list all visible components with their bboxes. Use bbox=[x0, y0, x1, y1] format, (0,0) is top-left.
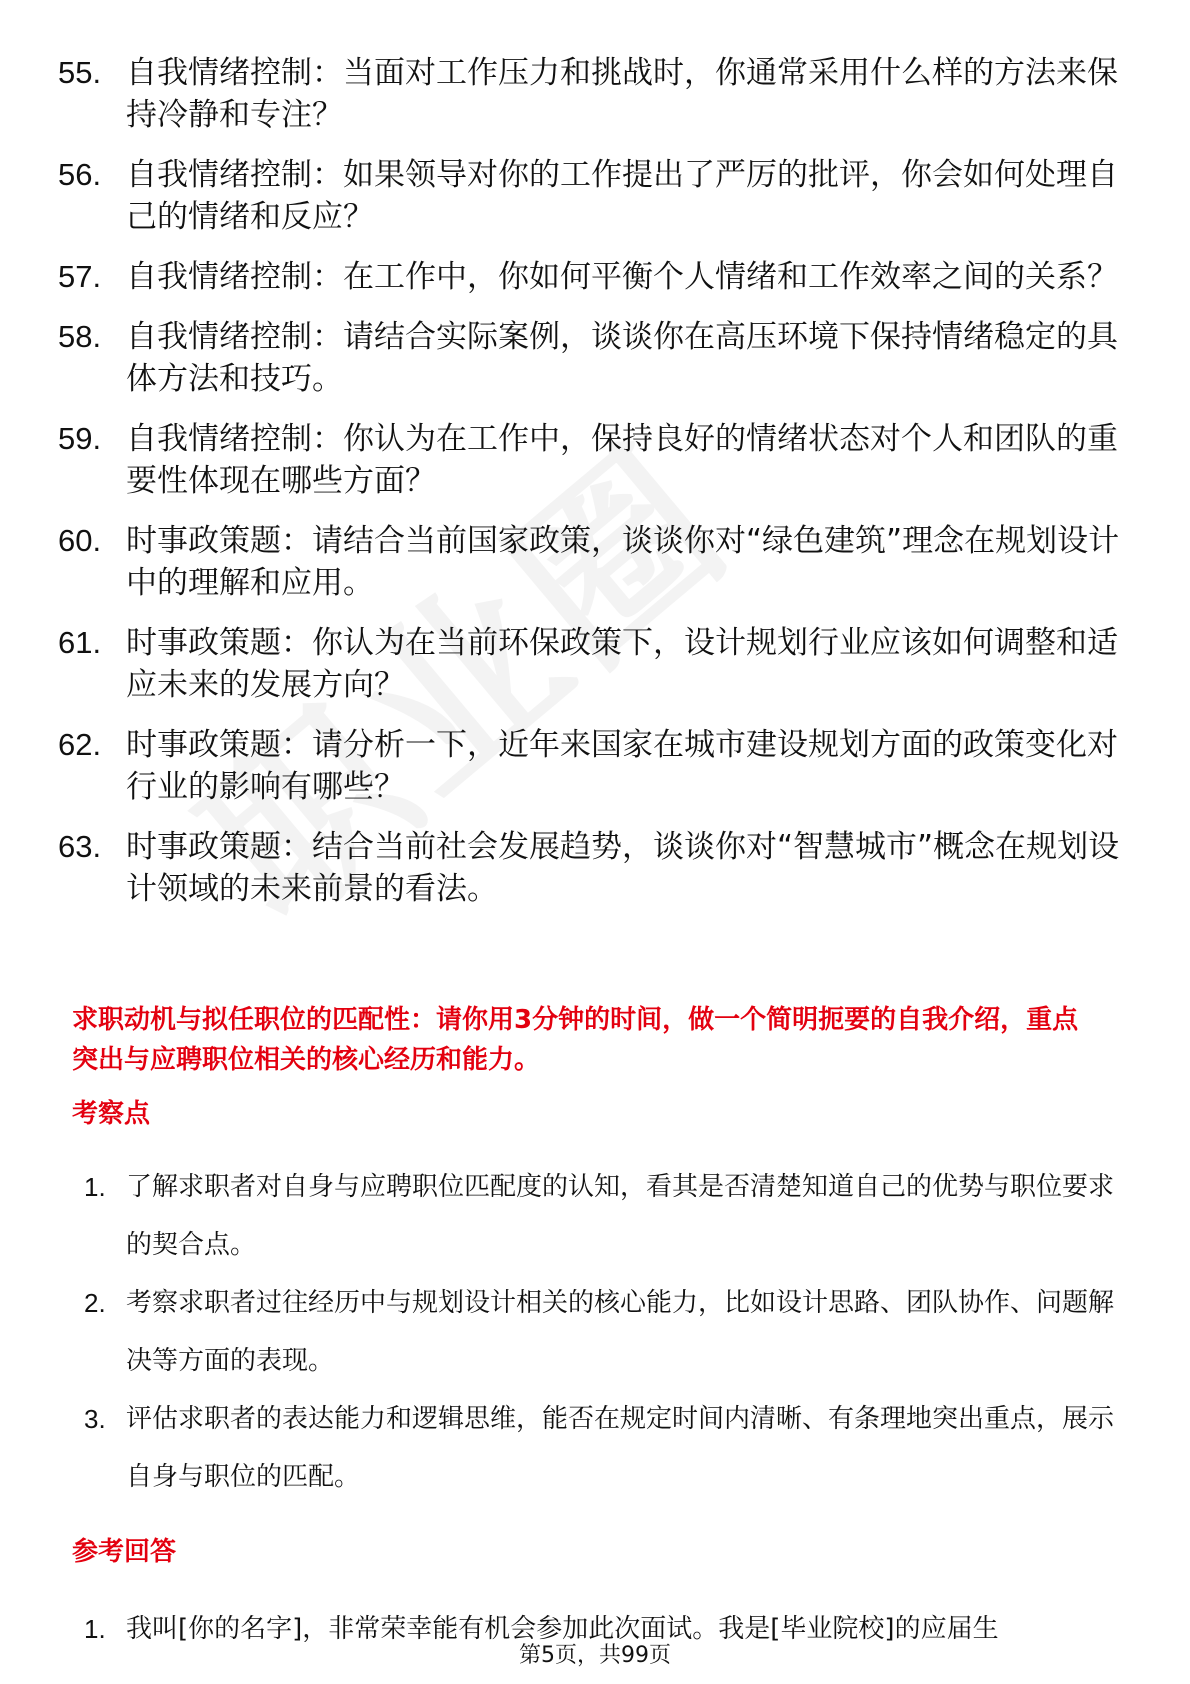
question-number: 60. bbox=[58, 523, 102, 558]
question-number: 63. bbox=[58, 829, 102, 864]
question-text: 时事政策题：请结合当前国家政策，谈谈你对“绿色建筑”理念在规划设计中的理解和应用。 bbox=[126, 523, 1120, 601]
point-item bbox=[84, 1390, 1124, 1506]
point-item bbox=[84, 1274, 1124, 1390]
point-text: 考察求职者过往经历中与规划设计相关的核心能力，比如设计思路、团队协作、问题解决等方面的表现。 bbox=[126, 1288, 1115, 1376]
question-item bbox=[58, 622, 1138, 706]
question-number: 56. bbox=[58, 157, 102, 192]
question-item bbox=[58, 316, 1138, 400]
question-list bbox=[58, 52, 1138, 928]
point-text: 了解求职者对自身与应聘职位匹配度的认知，看其是否清楚知道自己的优势与职位要求的契合点。 bbox=[126, 1172, 1115, 1260]
question-number: 55. bbox=[58, 55, 102, 90]
question-text: 自我情绪控制：请结合实际案例，谈谈你在高压环境下保持情绪稳定的具体方法和技巧。 bbox=[126, 319, 1118, 397]
question-item bbox=[58, 52, 1138, 136]
question-item bbox=[58, 418, 1138, 502]
question-text: 自我情绪控制：如果领导对你的工作提出了严厉的批评，你会如何处理自己的情绪和反应？ bbox=[126, 157, 1118, 235]
question-item bbox=[58, 520, 1138, 604]
question-text: 自我情绪控制：你认为在工作中，保持良好的情绪状态对个人和团队的重要性体现在哪些方面？ bbox=[126, 421, 1118, 499]
question-number: 58. bbox=[58, 319, 102, 354]
points-list bbox=[84, 1158, 1124, 1506]
question-text: 时事政策题：结合当前社会发展趋势，谈谈你对“智慧城市”概念在规划设计领域的未来前景的看法。 bbox=[126, 829, 1120, 907]
question-number: 61. bbox=[58, 625, 102, 660]
question-item bbox=[58, 826, 1138, 910]
points-title: 考察点 bbox=[72, 1099, 151, 1129]
page-footer bbox=[0, 1642, 1190, 1670]
question-text: 时事政策题：请分析一下，近年来国家在城市建设规划方面的政策变化对行业的影响有哪些？ bbox=[126, 727, 1118, 805]
question-text: 自我情绪控制：在工作中，你如何平衡个人情绪和工作效率之间的关系？ bbox=[126, 259, 1118, 295]
answer-title: 参考回答 bbox=[72, 1537, 177, 1567]
point-item bbox=[84, 1158, 1124, 1274]
page-number: 第5页，共99页 bbox=[515, 1643, 675, 1668]
question-item bbox=[58, 724, 1138, 808]
question-number: 57. bbox=[58, 259, 102, 294]
point-number: 3. bbox=[84, 1404, 106, 1434]
point-text: 评估求职者的表达能力和逻辑思维，能否在规定时间内清晰、有条理地突出重点，展示自身与职位的匹配。 bbox=[126, 1404, 1115, 1492]
question-number: 62. bbox=[58, 727, 102, 762]
question-text: 自我情绪控制：当面对工作压力和挑战时，你通常采用什么样的方法来保持冷静和专注？ bbox=[126, 55, 1118, 133]
question-item bbox=[58, 256, 1138, 298]
answer-text: 我叫[你的名字]，非常荣幸能有机会参加此次面试。我是[毕业院校]的应届生 bbox=[126, 1614, 999, 1642]
point-number: 1. bbox=[84, 1172, 106, 1202]
answer-item bbox=[84, 1612, 1124, 1642]
answer-number: 1. bbox=[84, 1614, 106, 1642]
question-item bbox=[58, 154, 1138, 238]
question-text: 时事政策题：你认为在当前环保政策下，设计规划行业应该如何调整和适应未来的发展方向？ bbox=[126, 625, 1118, 703]
point-number: 2. bbox=[84, 1288, 106, 1318]
section-heading: 求职动机与拟任职位的匹配性：请你用3分钟的时间，做一个简明扼要的自我介绍，重点突出与应聘职位相关的核心经历和能力。 bbox=[72, 1005, 1079, 1075]
question-number: 59. bbox=[58, 421, 102, 456]
